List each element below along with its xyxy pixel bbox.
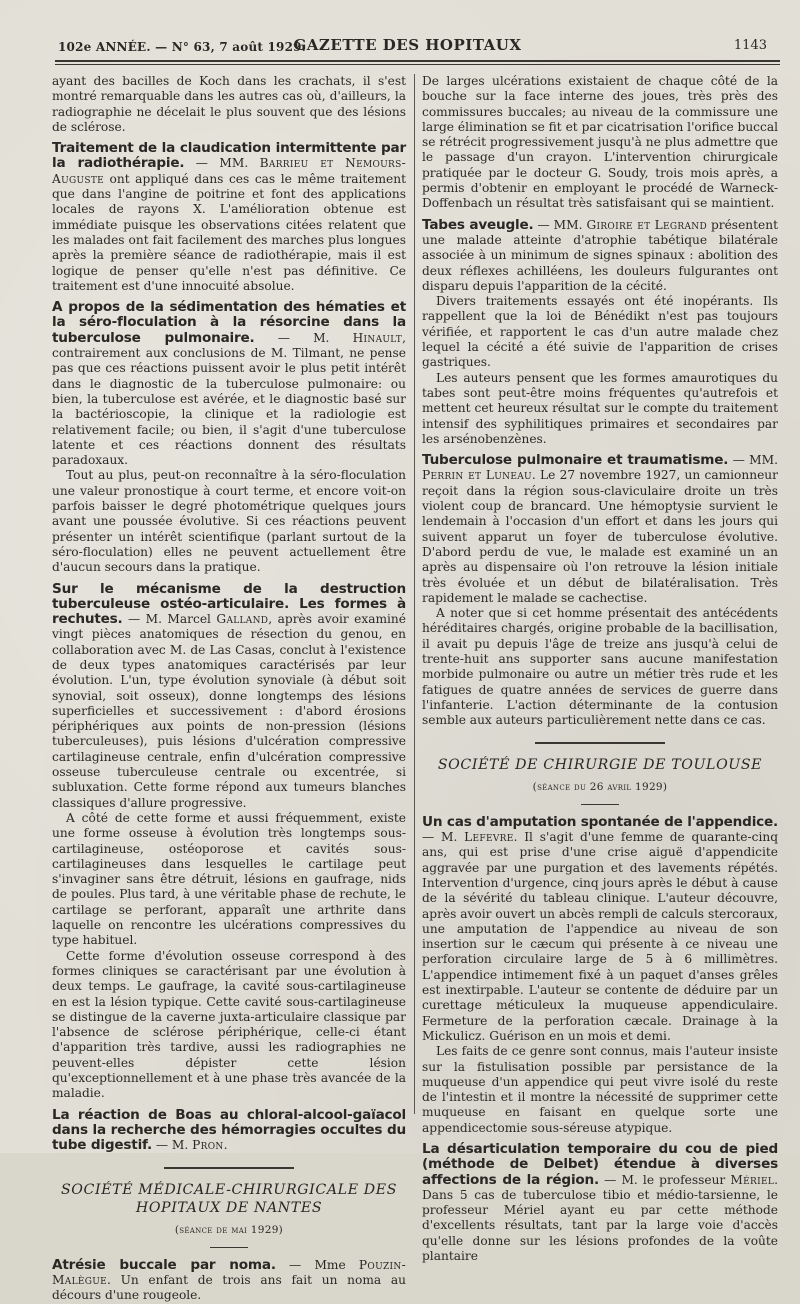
paragraph: Tout au plus, peut-on reconnaître à la séro-floculation une valeur pronostique à court terme, et encore voit-on parfois baisser le degré photométrique quelques jours avant une poussée évolutive. Si ces réactions peuvent présenter un intérêt scientifique (parlant surtout de la séro-floculation) elles ne peuvent actuellement être d'aucun secours dans la pratique. xyxy=(52,468,406,575)
article-title: Tabes aveugle. xyxy=(422,216,534,233)
section-session: (séance de mai 1929) xyxy=(174,1224,284,1237)
section-header-nantes xyxy=(52,1167,406,1247)
article-authors: Giroire et Legrand xyxy=(586,217,707,232)
article-authors: Pron xyxy=(192,1138,224,1153)
page-number: 1143 xyxy=(733,38,767,53)
author-prefix: — MM. xyxy=(533,217,587,232)
section-title: SOCIÉTÉ MÉDICALE-CHIRURGICALE DES HOPITAUX DE NANTES xyxy=(60,1182,398,1217)
article-authors: Barrieu et Nemours-Auguste xyxy=(52,156,406,186)
article-authors: Pouzin-Malègue xyxy=(52,1257,406,1288)
journal-title: GAZETTE DES HOPITAUX xyxy=(293,36,522,54)
author-prefix: — M. xyxy=(254,330,353,345)
article-destruction xyxy=(52,582,406,811)
paragraph: A côté de cette forme et aussi fréquemment, existe une forme osseuse à évolution très longtemps sous-cartilagineuse, ostéoporose et cavités sous-cartilagineuses dans lesquelles le cartilage peut s'invaginer sans être détruit, lésions en gaufrage, nids de poules. Plus tard, à une véritable phase de rechute, le cartilage se perforant, apparaît une arthrite dans laquelle on rencontre les ulcérations compressives du type habituel. xyxy=(52,810,406,948)
article-text: présentent une malade atteinte d'atrophie tabétique bilatérale associée à un minimum de signes spinaux : abolition des deux réflexes achilléens, les douleurs fulgurantes ont disparu depuis l'apparition de la cécité. xyxy=(422,217,778,293)
article-title: Sur le mécanisme de la destruction tuberculeuse ostéo-articulaire. Les formes à rechutes. xyxy=(52,580,406,628)
paragraph: A noter que si cet homme présentait des antécédents héréditaires chargés, origine probable de la bacillisation, il avait pu depuis l'âge de treize ans jusqu'à celui de trente-huit ans supporter sans aucune manifestation morbide pulmonaire ou autre un métier très rude et les fatigues de quatre années de services de guerre dans l'infanterie. L'action déterminante de la contusion semble aux auteurs particulièrement nette dans ce cas. xyxy=(422,606,778,728)
section-header-toulouse xyxy=(422,742,778,804)
article-authors: Mériel xyxy=(730,1172,775,1187)
section-rule xyxy=(164,1167,294,1169)
article-tabes xyxy=(422,218,778,294)
page-header xyxy=(40,36,775,58)
paragraph: ayant des bacilles de Koch dans les crachats, il s'est montré remarquable dans les autres cas où, d'ailleurs, la radiographie ne décelait le plus souvent que des lésions de sclérose. xyxy=(52,74,406,134)
article-title: Traitement de la claudication intermittente par la radiothérapie. xyxy=(52,140,406,172)
article-text: , après avoir examiné vingt pièces anatomiques de résection du genou, en collaboration avec M. de Las Casas, conclut à l'existence de deux types anatomiques caractérisés par leur évolution. L'un, type évolution synoviale (à début soit synovial, soit osseux), donne longtemps des lésions superficielles et successivement : d'abord érosions périphériques aux points de non-pression (lésions tuberculeuses), puis lésions d'ulcération compressive cartilagineuse centrale, enfin d'ulcération compressive osseuse tuberculeuse centrale ou excentrée, si subluxation. Cette forme répond aux tumeurs blanches classiques d'allure progressive. xyxy=(52,612,406,810)
article-authors: Hinault xyxy=(352,330,403,345)
author-prefix: — M. xyxy=(422,830,465,845)
article-claudication xyxy=(52,141,406,294)
section-rule xyxy=(535,742,665,744)
author-prefix: — M. xyxy=(151,1138,193,1153)
right-column xyxy=(422,74,778,1264)
article-authors: Lefevre xyxy=(464,830,514,845)
article-traumatisme xyxy=(422,453,778,606)
article-text: . Dans 5 cas de tuberculose tibio et médio-tarsienne, le professeur Mériel ayant eu par cette méthode d'excellents résultats, tant par la large voie d'accès qu'elle donne sur les lésions profondes de la voûte plantaire xyxy=(422,1172,778,1264)
article-title: A propos de la sédimentation des hématies et la séro-floculation à la résorcine dans la tuberculose pulmonaire. xyxy=(52,299,406,346)
article-text: , contrairement aux conclusions de M. Tilmant, ne pense pas que ces réactions puissent avoir le plus petit intérêt dans le diagnostic de la tuberculose pulmonaire: ou bien, la tuberculose est avérée, et le diagnostic basé sur la bactérioscopie, la clinique et la radiologie est relativement facile; ou bien, il s'agit d'une tuberculose latente et ces réactions donnent des résultats paradoxaux. xyxy=(52,330,406,468)
article-title: La réaction de Boas au chloral-alcool-gaïacol dans la recherche des hémorragies occultes du tube digestif. xyxy=(52,1106,406,1154)
section-small-rule xyxy=(581,804,619,805)
section-small-rule xyxy=(210,1247,248,1248)
article-text: . Il s'agit d'une femme de quarante-cinq ans, qui est prise d'une crise aiguë d'appendicite aggravée par une purgation et des lavements répétés. Intervention d'urgence, cinq jours après le début à cause de la sévérité du tableau clinique. L'auteur découvre, après avoir ouvert un abcès rempli de calculs stercoraux, une amputation de l'appendice au niveau de son insertion sur le cæcum qui présente à ce niveau une perforation circulaire large de 5 à 6 millimètres. L'appendice intimement fixé à un paquet d'anses grêles est inextirpable. L'auteur se contente de déduire par un curettage méticuleux la muqueuse appendiculaire. Fermeture de la perforation cæcale. Drainage à la Mickulicz. Guérison en un mois et demi. xyxy=(422,830,778,1043)
article-noma xyxy=(52,1258,406,1304)
article-sedimentation xyxy=(52,300,406,468)
section-title: SOCIÉTÉ DE CHIRURGIE DE TOULOUSE xyxy=(437,757,763,774)
article-title: Un cas d'amputation spontanée de l'appendice. xyxy=(422,813,778,830)
paragraph: Divers traitements essayés ont été inopérants. Ils rappellent que la loi de Bénédikt n'est pas toujours vérifiée, et rapportent le cas d'un autre malade chez lequel la cécité a été suivie de l'apparition de crises gastriques. xyxy=(422,294,778,370)
article-boas xyxy=(52,1108,406,1154)
author-prefix: — M. le professeur xyxy=(599,1172,731,1187)
article-text: . Un enfant de trois ans fait un noma au décours d'une rougeole. xyxy=(52,1273,406,1303)
author-prefix: — M. Marcel xyxy=(122,612,217,627)
article-appendice xyxy=(422,815,778,1044)
section-session: (séance du 26 avril 1929) xyxy=(532,781,668,794)
article-title: La désarticulation temporaire du cou de pied (méthode de Delbet) étendue à diverses affections de la région. xyxy=(422,1141,778,1188)
article-authors: Perrin et Luneau xyxy=(422,468,532,483)
paragraph: Les faits de ce genre sont connus, mais l'auteur insiste sur la fistulisation possible par persistance de la muqueuse d'un appendice qui peut vivre isolé du reste de l'intestin et il montre la nécessité de supprimer cette muqueuse en faisant en quelque sorte une appendicectomie sous-séreuse atypique. xyxy=(422,1044,778,1135)
header-rule xyxy=(55,60,780,65)
author-prefix: — Mme xyxy=(275,1257,359,1272)
author-prefix: — MM. xyxy=(184,156,260,171)
paragraph: De larges ulcérations existaient de chaque côté de la bouche sur la face interne des joues, très près des commissures buccales; au niveau de la commissure une large élimination se fit et par cicatrisation l'orifice buccal se rétrécit progressivement jusqu'à ne plus admettre que le passage d'un crayon. L'intervention chirurgicale pratiquée par le docteur G. Soudy, trois mois après, a permis d'obtenir en employant le procédé de Warneck-Doffenbach un résultat très satisfaisant qui se maintient. xyxy=(422,74,778,211)
issue-info: 102e ANNÉE. — N° 63, 7 août 1929. xyxy=(58,40,307,54)
column-divider xyxy=(414,74,415,1114)
article-authors: Galland xyxy=(216,612,269,627)
article-text: . Le 27 novembre 1927, un camionneur reçoit dans la région sous-claviculaire droite un très violent coup de brancard. Une hémoptysie survient le lendemain à l'occasion d'un effort et dans les jours qui suivent apparut un foyer de tuberculose évolutive. D'abord perdu de vue, le malade est examiné un an après au dispensaire où l'on retrouve la lésion initiale très évoluée et un début de bilatéralisation. Très rapidement le malade se cachectise. xyxy=(422,468,778,605)
article-text: . xyxy=(223,1138,228,1153)
article-title: Tuberculose pulmonaire et traumatisme. xyxy=(422,452,729,469)
article-title: Atrésie buccale par noma. xyxy=(52,1256,276,1273)
article-text: ont appliqué dans ces cas le même traitement que dans l'angine de poitrine et font des applications locales de rayons X. L'amélioration obtenue est immédiate puisque les observations citées relatent que les malades ont fait facilement des marches plus longues après la première séance de radiothérapie, mais il est logique de penser qu'elle n'est pas définitive. Ce traitement est d'une innocuité absolue. xyxy=(52,171,406,293)
author-prefix: — MM. xyxy=(728,453,778,468)
paragraph: Cette forme d'évolution osseuse correspond à des formes cliniques se caractérisant par une évolution à deux temps. Le gaufrage, la cavité sous-cartilagineuse en est la lésion typique. Cette cavité sous-cartilagineuse se distingue de la caverne juxta-articulaire classique par l'absence de sclérose périphérique, celle-ci étant d'apparition très tardive, aussi les radiographies ne peuvent-elles dépister cette lésion qu'exceptionnellement et à une phase très avancée de la maladie. xyxy=(52,948,406,1101)
article-desarticulation xyxy=(422,1142,778,1264)
paragraph: Les auteurs pensent que les formes amaurotiques du tabes sont peut-être moins fréquentes qu'autrefois et mettent cet heureux résultat sur le compte du traitement intensif des syphilitiques primaires et secondaires par les arsénobenzènes. xyxy=(422,370,778,446)
left-column xyxy=(52,74,406,1304)
